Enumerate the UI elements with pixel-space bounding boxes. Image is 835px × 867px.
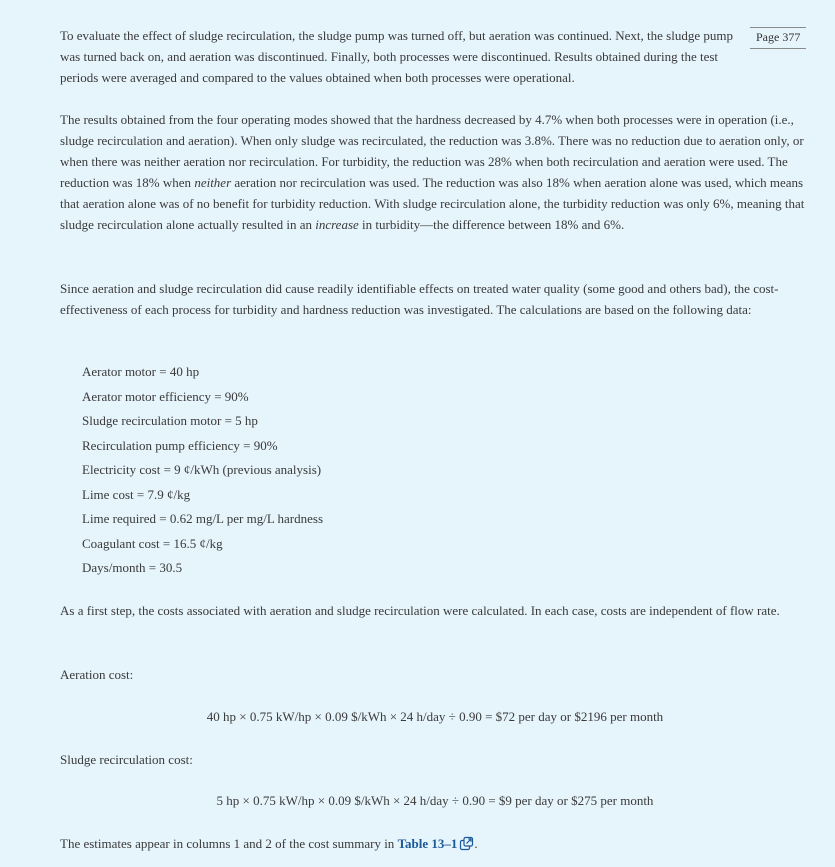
paragraph-results xyxy=(60,109,812,235)
list-item: Coagulant cost = 16.5 ¢/kg xyxy=(82,535,223,551)
results-emphasis-increase: increase xyxy=(315,217,359,232)
paragraph-closing xyxy=(60,833,812,857)
list-item: Electricity cost = 9 ¢/kWh (previous analysis) xyxy=(82,462,322,477)
list-item: Lime required = 0.62 mg/L per mg/L hardness xyxy=(82,511,324,526)
paragraph-test-procedure: To evaluate the effect of sludge recirculation, the sludge pump was turned off, but aeration was continued. Next, the sludge pump was turned back on, and aeration was discontinued. Finally, both processes were discontinued. Results obtained during the test periods were averaged and compared to the values obtained when both processes were operational. xyxy=(60,28,733,85)
sludge-cost-label: Sludge recirculation cost: xyxy=(60,752,193,767)
list-item: Days/month = 30.5 xyxy=(82,560,183,575)
page-number-badge: Page 377 xyxy=(750,27,806,49)
aeration-cost-equation: 40 hp × 0.75 kW/hp × 0.09 $/kWh × 24 h/day ÷ 0.90 = $72 per day or $2196 per month xyxy=(206,709,664,724)
paragraph-cost-effectiveness: Since aeration and sludge recirculation did cause readily identifiable effects on treated water quality (some good and others bad), the cost-effectiveness of each process for turbidity and hardness reduction was investigated. The calculations are based on the following data: xyxy=(60,281,779,317)
closing-text: The estimates appear in columns 1 and 2 of the cost summary in xyxy=(60,836,398,851)
list-item: Recirculation pump efficiency = 90% xyxy=(82,437,278,453)
closing-period: . xyxy=(474,836,478,851)
input-data-list xyxy=(82,361,323,582)
list-item: Aerator motor efficiency = 90% xyxy=(82,388,249,404)
results-emphasis-neither: neither xyxy=(194,175,232,190)
list-item: Aerator motor = 40 hp xyxy=(82,364,200,379)
list-item: Lime cost = 7.9 ¢/kg xyxy=(82,486,191,502)
table-13-1-link[interactable]: Table 13–1 xyxy=(397,836,458,851)
results-text-3: in turbidity—the difference between 18% and 6%. xyxy=(358,217,625,232)
paragraph-first-step: As a first step, the costs associated with aeration and sludge recirculation were calculated. In each case, costs are independent of flow rate. xyxy=(60,603,780,618)
aeration-cost-label: Aeration cost: xyxy=(60,667,134,682)
results-text-1: The results obtained from the four operating modes showed that the hardness decreased by 4.7% when both processes were in operation (i.e., sludge recirculation and aeration). When only sludge was recirculated, the reduction was 3.8%. There was no reduction due to aeration only, or when there was neither aeration nor recirculation. For turbidity, the reduction was 28% when both recirculation and aeration were used. The reduction was 18% when xyxy=(60,112,804,190)
list-item: Sludge recirculation motor = 5 hp xyxy=(82,413,258,428)
external-link-icon[interactable] xyxy=(459,836,474,857)
sludge-cost-equation: 5 hp × 0.75 kW/hp × 0.09 $/kWh × 24 h/day ÷ 0.90 = $9 per day or $275 per month xyxy=(216,793,654,808)
results-text-2: aeration nor recirculation was used. The reduction was also 18% when aeration alone was used, which means that aeration alone was of no benefit for turbidity reduction. With sludge recirculation alone, the turbidity reduction was only 6%, meaning that sludge recirculation alone actually resulted in an xyxy=(60,175,805,232)
